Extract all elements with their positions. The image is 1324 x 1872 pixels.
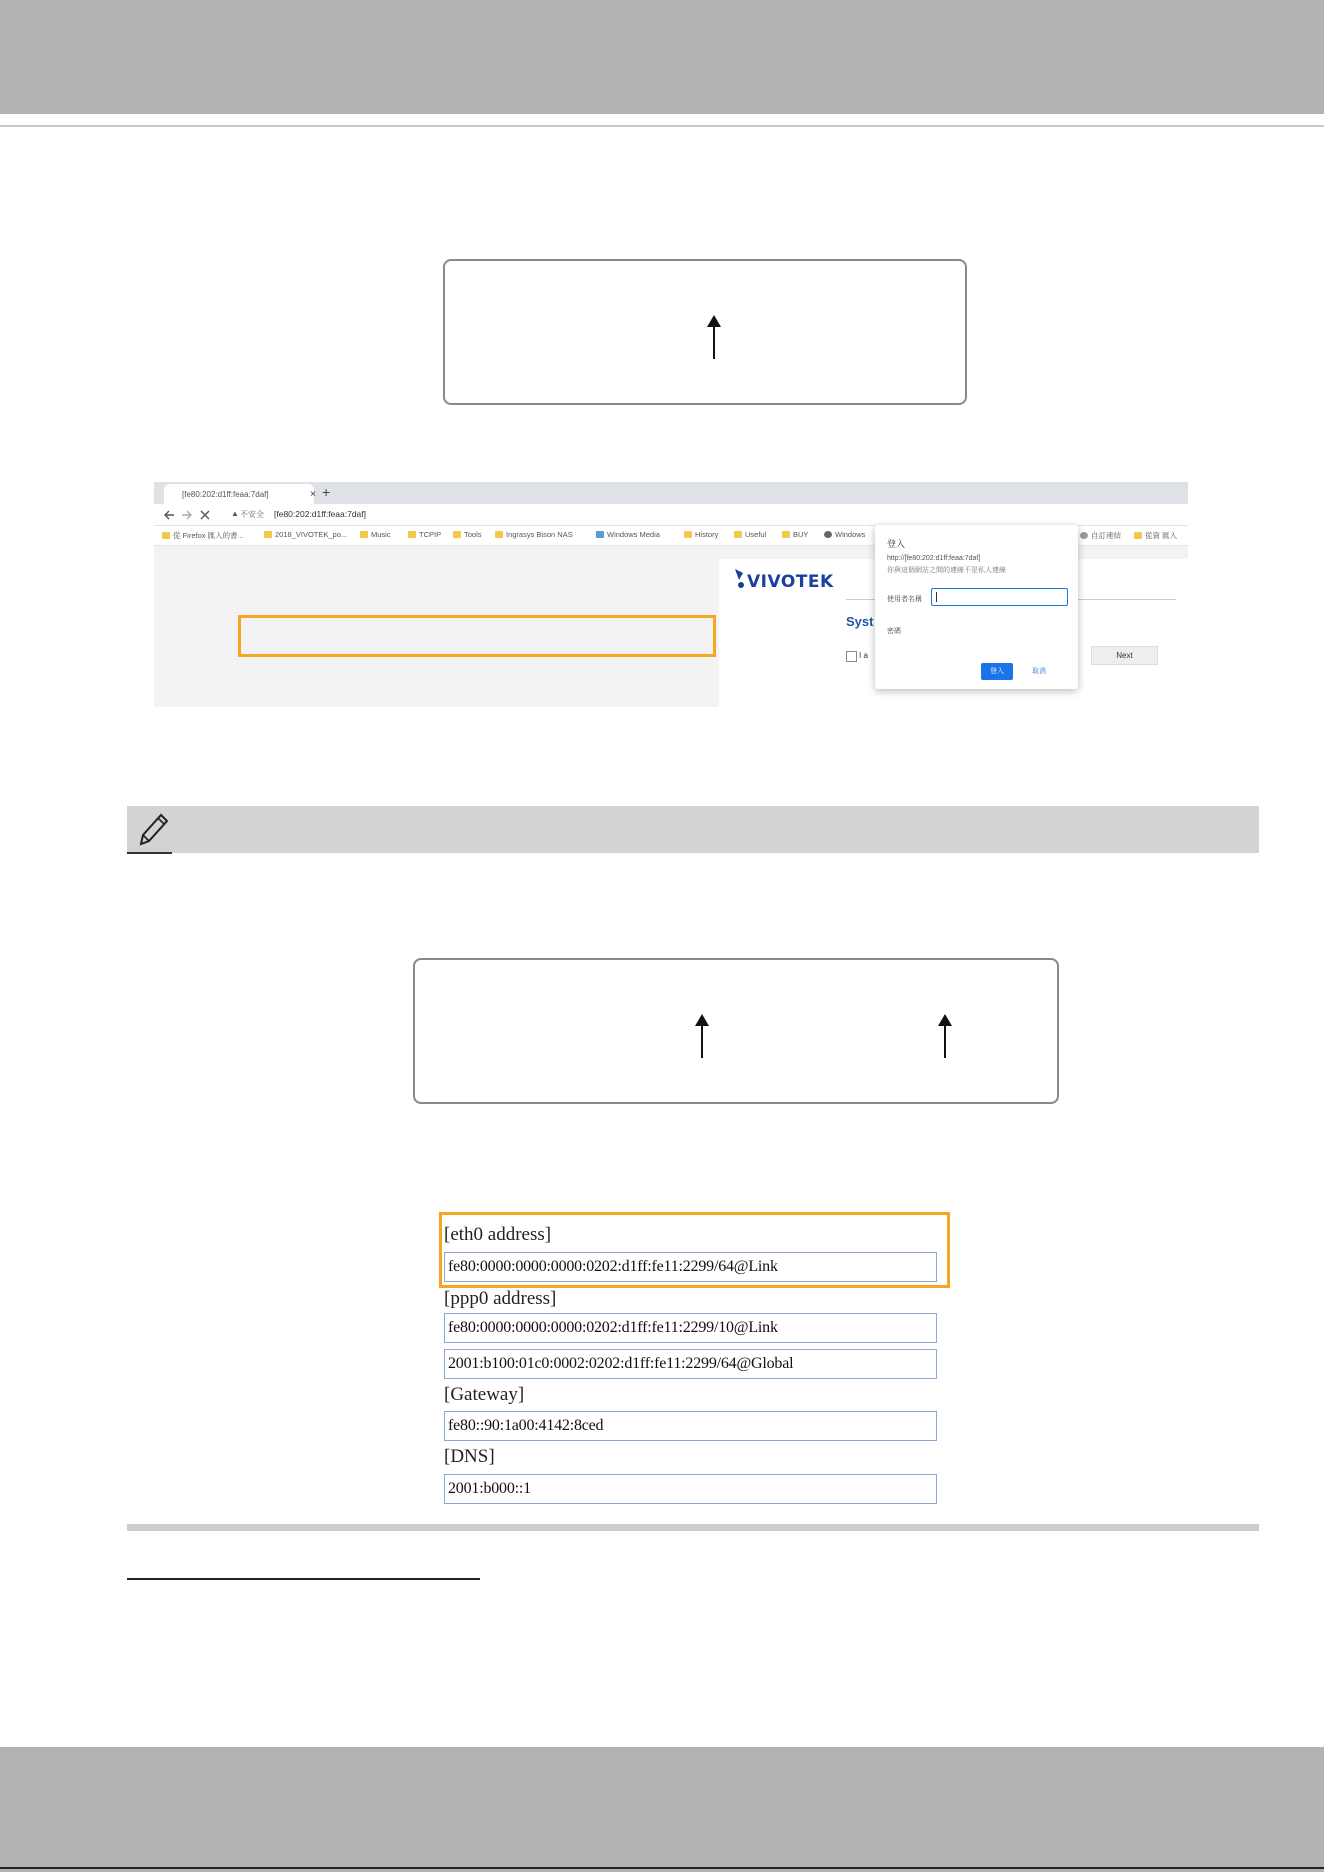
tab-close-icon[interactable]: × [310, 489, 316, 500]
agree-checkbox-label: I a [859, 651, 868, 660]
folder-icon [360, 531, 368, 538]
back-arrow-icon[interactable] [163, 509, 175, 521]
setup-title: Syst [846, 614, 874, 629]
note-underline [127, 852, 172, 854]
ppp0-global-address-field: 2001:b100:01c0:0002:0202:d1ff:fe11:2299/64@Global [444, 1349, 937, 1379]
dialog-url: http://[fe80:202:d1ff:feaa:7daf] [887, 555, 981, 562]
folder-icon [1134, 532, 1142, 539]
header-rule [0, 125, 1324, 127]
bookmark-item[interactable]: BUY [782, 530, 808, 539]
agree-checkbox[interactable] [846, 651, 857, 662]
section-divider [127, 1524, 1259, 1531]
globe-icon [824, 531, 832, 538]
warning-icon: ▲ [231, 509, 239, 518]
bookmark-item[interactable]: 從 Firefox 匯入的書... [162, 530, 244, 541]
folder-icon [684, 531, 692, 538]
highlight-box [439, 1212, 950, 1288]
bookmark-item[interactable]: TCPIP [408, 530, 441, 539]
username-input[interactable] [931, 588, 1068, 606]
header-band [0, 0, 1324, 114]
browser-screenshot [154, 482, 1188, 707]
folder-icon [734, 531, 742, 538]
up-arrow-icon [935, 1014, 955, 1058]
vivotek-logo-icon [732, 569, 746, 591]
tab-title: [fe80:202:d1ff:feaa:7daf] [182, 490, 269, 499]
ppp0-label: [ppp0 address] [444, 1288, 557, 1309]
tab-strip [154, 482, 1188, 504]
dialog-title: 登入 [887, 539, 906, 549]
folder-icon [264, 531, 272, 538]
stop-icon[interactable] [199, 509, 211, 521]
bookmark-item[interactable]: History [684, 530, 718, 539]
cancel-button[interactable]: 取消 [1032, 668, 1046, 675]
globe-icon [1080, 532, 1088, 539]
eth0-label: [eth0 address] [444, 1224, 552, 1245]
login-dialog [875, 525, 1078, 689]
security-label: 不安全 [240, 510, 264, 519]
password-label: 密碼 [887, 628, 901, 635]
text-caret [936, 592, 937, 602]
bookmark-item[interactable]: Windows [824, 530, 865, 539]
folder-icon [782, 531, 790, 538]
note-bar [127, 806, 1259, 853]
bookmark-item[interactable]: Windows Media [596, 530, 660, 539]
highlight-box [238, 615, 716, 657]
ppp0-link-address-field: fe80:0000:0000:0000:0202:d1ff:fe11:2299/10@Link [444, 1313, 937, 1343]
gateway-address-field: fe80::90:1a00:4142:8ced [444, 1411, 937, 1441]
footer-band [0, 1747, 1324, 1872]
folder-icon [408, 531, 416, 538]
eth0-address-field: fe80:0000:0000:0000:0202:d1ff:fe11:2299/64@Link [444, 1252, 937, 1282]
url-example-box [443, 259, 967, 405]
footnote-rule [127, 1578, 480, 1580]
bookmark-item[interactable]: Tools [453, 530, 482, 539]
up-arrow-icon [704, 315, 724, 359]
footer-line [0, 1867, 1324, 1869]
vivotek-logo-text: VIVOTEK [747, 572, 834, 592]
folder-icon [162, 532, 170, 539]
windows-media-icon [596, 531, 604, 538]
gateway-label: [Gateway] [444, 1384, 525, 1405]
folder-icon [495, 531, 503, 538]
bookmark-item[interactable]: Useful [734, 530, 766, 539]
folder-icon [453, 531, 461, 538]
login-button[interactable]: 登入 [981, 663, 1013, 680]
dns-address-field: 2001:b000::1 [444, 1474, 937, 1504]
forward-arrow-icon[interactable] [181, 509, 193, 521]
bookmark-item[interactable]: 自訂連結 [1080, 530, 1121, 541]
new-tab-icon[interactable]: + [322, 484, 331, 500]
browser-tab[interactable] [164, 484, 314, 504]
up-arrow-icon [692, 1014, 712, 1058]
bookmark-item[interactable]: 從資 匯入 [1134, 530, 1177, 541]
username-label: 使用者名稱 [887, 596, 922, 603]
bookmark-item[interactable]: Music [360, 530, 391, 539]
dialog-note: 你與這個網站之間的連線不是私人連線 [887, 567, 1006, 574]
bookmark-item[interactable]: Ingrasys Bison NAS [495, 530, 573, 539]
browser-toolbar [154, 504, 1188, 526]
address-url[interactable]: [fe80:202:d1ff:feaa:7daf] [274, 509, 367, 519]
bookmark-item[interactable]: 2018_VIVOTEK_po... [264, 530, 347, 539]
pencil-icon [131, 811, 175, 851]
next-button[interactable]: Next [1091, 646, 1158, 665]
dns-label: [DNS] [444, 1446, 495, 1467]
url-example-box [413, 958, 1059, 1104]
